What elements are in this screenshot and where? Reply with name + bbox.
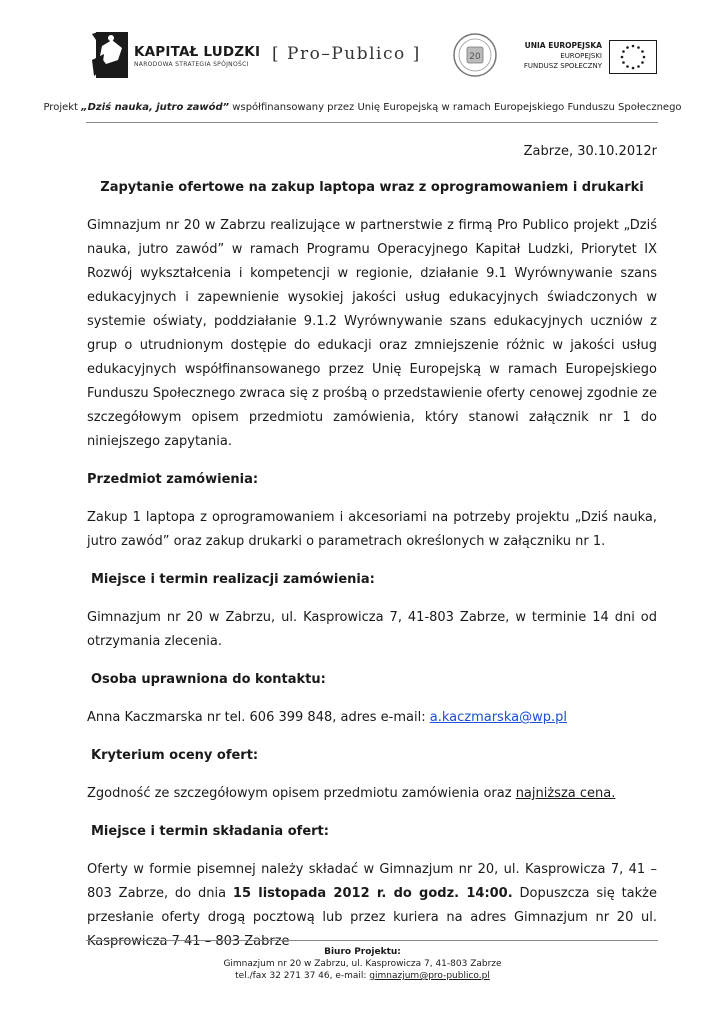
submit-deadline: 15 listopada 2012 r. do godz. 14:00. (232, 886, 513, 901)
project-name: „Dziś nauka, jutro zawód” (81, 102, 230, 113)
place-paragraph: Gimnazjum nr 20 w Zabrzu, ul. Kasprowicza 7, 41-803 Zabrze, w terminie 14 dni od otrzymania zlecenia. (87, 610, 657, 649)
contact-heading: Osoba uprawniona do kontaktu: (91, 672, 326, 687)
criteria-price: najniższa cena. (515, 786, 616, 801)
submit-text-2: Dopuszcza się także przesłanie oferty drogą pocztową lub przez kuriera na adres Gimnazjum nr 20 ul. Kasprowicza 7 41 – 803 Zabrze (87, 886, 657, 949)
subject-heading: Przedmiot zamówienia: (87, 472, 259, 487)
kapital-ludzki-logo (90, 30, 260, 84)
header-divider (86, 122, 658, 123)
project-line (0, 102, 725, 113)
logo-subtitle: NARODOWA STRATEGIA SPÓJNOŚCI (134, 61, 249, 68)
contact-paragraph (87, 706, 657, 730)
footer-divider (86, 940, 658, 941)
letter-date: Zabrze, 30.10.2012r (523, 144, 657, 159)
footer-contact (0, 970, 725, 982)
footer-title: Biuro Projektu: (324, 947, 401, 957)
place-heading: Miejsce i termin realizacji zamówienia: (91, 572, 375, 587)
letter-title: Zapytanie ofertowe na zakup laptopa wraz z oprogramowaniem i drukarki (100, 180, 644, 195)
eu-flag-icon (609, 40, 657, 74)
project-suffix: współfinansowany przez Unię Europejską w ramach Europejskiego Funduszu Społecznego (229, 102, 682, 113)
intro-paragraph: Gimnazjum nr 20 w Zabrzu realizujące w partnerstwie z firmą Pro Publico projekt „Dziś nauka, jutro zawód” w ramach Programu Operacyjnego Kapitał Ludzki, Priorytet IX Rozwój wykształcenia i kompetencji w regionie, działanie 9.1 Wyrównywanie szans edukacyjnych i zapewnienie wysokiej jakości usług edukacyjnych świadczonych w systemie oświaty, poddziałanie 9.1.2 Wyrównywanie szans edukacyjnych uczniów z grup o utrudnionym dostępie do edukacji oraz zmniejszenie różnic w jakości usług edukacyjnych współfinansowanego przez Unię Europejską w ramach Europejskiego Funduszu Społecznego zwraca się z prośbą o przedstawienie oferty cenowej zgodnie ze szczegółowym opisem przedmiotu zamówienia, który stanowi załącznik nr 1 do niniejszego zapytania. (87, 218, 657, 449)
contact-email-link[interactable]: a.kaczmarska@wp.pl (429, 710, 567, 725)
criteria-heading: Kryterium oceny ofert: (91, 748, 259, 763)
footer-contact-prefix: tel./fax 32 271 37 46, e-mail: (235, 971, 370, 981)
contact-text: Anna Kaczmarska nr tel. 606 399 848, adres e-mail: (87, 710, 430, 725)
svg-text:20: 20 (469, 52, 481, 62)
page-header (0, 0, 725, 125)
school-seal-icon (452, 32, 498, 78)
eu-line-1: UNIA EUROPEJSKA (524, 41, 602, 50)
subject-paragraph: Zakup 1 laptopa z oprogramowaniem i akcesoriami na potrzeby projektu „Dziś nauka, jutro zawód” oraz zakup drukarki o parametrach określonych w załączniku nr 1. (87, 510, 657, 549)
submit-heading: Miejsce i termin składania ofert: (91, 824, 329, 839)
footer-email-link[interactable]: gimnazjum@pro-publico.pl (369, 971, 490, 981)
pro-publico-logo: [ Pro–Publico ] (272, 44, 421, 64)
submit-text-1: Oferty w formie pisemnej należy składać w Gimnazjum nr 20, ul. Kasprowicza 7, 41 – 803 Zabrze, do dnia (87, 862, 657, 901)
project-prefix: Projekt (43, 102, 82, 113)
criteria-paragraph (87, 782, 657, 806)
eu-line-3: FUNDUSZ SPOŁECZNY (523, 62, 602, 70)
letter-body (87, 140, 657, 954)
eu-text-block (520, 41, 602, 71)
eu-line-2: EUROPEJSKI (560, 52, 602, 60)
criteria-text: Zgodność ze szczegółowym opisem przedmiotu zamówienia oraz (87, 786, 516, 801)
page-footer (0, 946, 725, 982)
kapital-ludzki-emblem-icon (90, 30, 132, 80)
footer-address: Gimnazjum nr 20 w Zabrzu, ul. Kasprowicza 7, 41-803 Zabrze (223, 959, 502, 969)
logo-title: KAPITAŁ LUDZKI (134, 44, 261, 60)
